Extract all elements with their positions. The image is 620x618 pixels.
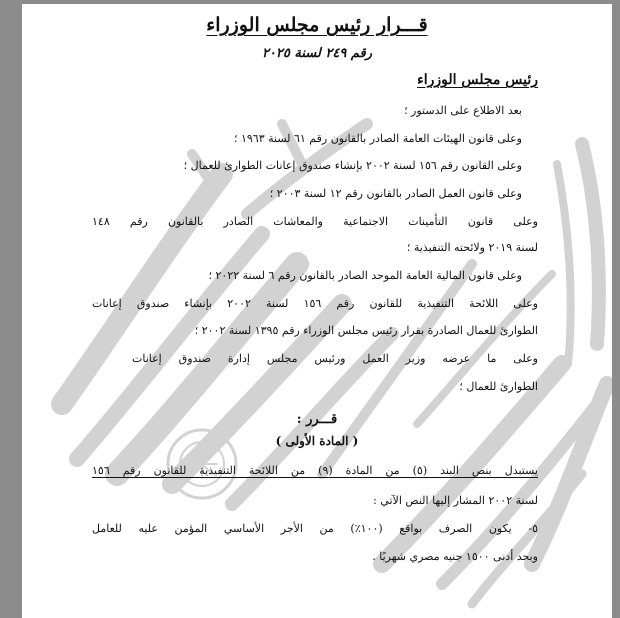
preamble-line: وعلى القانون رقم ١٥٦ لسنة ٢٠٠٢ بإنشاء صندوق إعانات الطوارئ للعمال ؛ (183, 159, 522, 172)
document-content (22, 4, 612, 618)
article-body-line: وبحد أدنى ١٥٠٠ جنيه مصري شهريًا . (372, 550, 538, 563)
article-body-line: يستبدل بنص البند (٥) من المادة (٩) من اللائحة التنفيذية للقانون رقم ١٥٦ (92, 464, 538, 477)
article-heading: ( المادة الأولى ) (275, 434, 359, 448)
preamble-line: الطوارئ للعمال ؛ (459, 380, 538, 393)
preamble-line: وعلى قانون الهيئات العامة الصادر بالقانون رقم ٦١ لسنة ١٩٦٣ ؛ (233, 132, 522, 145)
decree-number: رقم ٢٤٩ لسنة ٢٠٢٥ (261, 46, 373, 61)
preamble-line: وعلى قانون التأمينات الاجتماعية والمعاشات الصادر بالقانون رقم ١٤٨ (92, 215, 538, 228)
article-body-line: ٥- يكون الصرف بواقع (١٠٠٪) من الأجر الأساسي المؤمن عليه للعامل (92, 522, 538, 535)
article-body-line: لسنة ٢٠٠٢ المشار إليها النص الآتي : (373, 494, 538, 507)
decision-label: قـــرر : (296, 412, 338, 427)
document-page (22, 4, 612, 618)
preamble-line: لسنة ٢٠١٩ ولائحته التنفيذية ؛ (406, 241, 538, 254)
preamble-line: وعلى ما عرضه وزير العمل ورئيس مجلس إدارة صندوق إعانات (132, 352, 538, 365)
preamble-line: وعلى اللائحة التنفيذية للقانون رقم ١٥٦ لسنة ٢٠٠٢ بإنشاء صندوق إعانات (92, 297, 538, 310)
preamble-line: الطوارئ للعمال الصادرة بقرار رئيس مجلس الوزراء رقم ١٣٩٥ لسنة ٢٠٠٢ ؛ (194, 324, 538, 337)
preamble-line: بعد الاطلاع على الدستور ؛ (404, 104, 522, 117)
preamble-line: وعلى قانون العمل الصادر بالقانون رقم ١٢ لسنة ٢٠٠٣ ؛ (269, 187, 522, 200)
preamble-line: وعلى قانون المالية العامة الموحد الصادر بالقانون رقم ٦ لسنة ٢٠٢٢ ؛ (208, 269, 522, 282)
decree-title: قـــرار رئيس مجلس الوزراء (206, 14, 428, 36)
decree-issuer-heading: رئيس مجلس الوزراء (417, 72, 538, 88)
